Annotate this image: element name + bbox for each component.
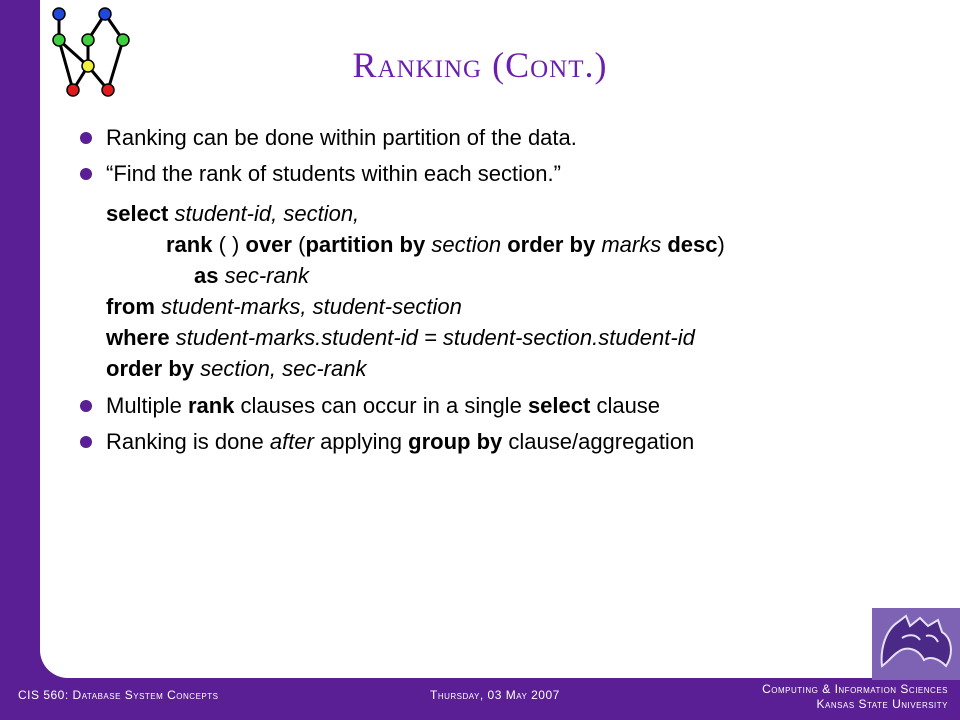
wildcat-logo-icon: [872, 608, 960, 680]
sql-keyword: from: [106, 294, 155, 319]
bullet-text: Ranking can be done within partition of the data.: [106, 125, 577, 150]
sql-line: [106, 353, 880, 384]
sql-keyword: as: [194, 263, 219, 288]
sql-keyword: over: [245, 232, 292, 257]
footer-course: CIS 560: Database System Concepts: [18, 688, 219, 702]
footer-date: Thursday, 03 May 2007: [430, 688, 560, 702]
slide-content: [80, 120, 880, 460]
bullet-text: clause: [596, 393, 661, 418]
sql-identifier: section: [431, 232, 502, 257]
bullet-item: [80, 424, 880, 460]
wildcat-logo-icon: [872, 608, 960, 680]
sql-identifier: student-marks, student-section: [161, 294, 462, 319]
bullet-item: [80, 388, 880, 424]
bullet-text: “Find the rank of students within each section.”: [106, 161, 561, 186]
bullet-item: [80, 156, 880, 192]
sql-line: [106, 229, 880, 260]
footer-university: Kansas State University: [816, 697, 948, 711]
bullet-text: applying: [320, 429, 403, 454]
sql-identifier: student-id, section,: [174, 201, 360, 226]
footer-dept: Computing & Information Sciences: [762, 682, 948, 696]
sql-keyword: desc: [667, 232, 718, 257]
sql-identifier: student-marks.student-id = student-section.student-id: [175, 325, 695, 350]
bullet-text: Ranking is done: [106, 429, 264, 454]
sql-text: ): [717, 232, 725, 257]
sql-identifier: marks: [601, 232, 662, 257]
sql-line: [106, 291, 880, 322]
slide-title: Ranking (Cont.): [352, 45, 608, 85]
bullet-dot-icon: [80, 436, 92, 448]
sql-line: [106, 260, 880, 291]
footer-affiliation: [762, 682, 948, 712]
footer: [0, 678, 960, 720]
bullet-dot-icon: [80, 400, 92, 412]
sql-line: [106, 322, 880, 353]
sql-keyword: order by: [106, 356, 195, 381]
sql-keyword: partition by: [305, 232, 426, 257]
bullet-keyword: rank: [187, 393, 235, 418]
bullet-dot-icon: [80, 168, 92, 180]
sql-identifier: sec-rank: [224, 263, 309, 288]
bullet-dot-icon: [80, 132, 92, 144]
sql-keyword: where: [106, 325, 170, 350]
sql-identifier: section, sec-rank: [200, 356, 367, 381]
sql-line: [106, 198, 880, 229]
sql-text: ( ): [218, 232, 240, 257]
bullet-keyword: group by: [408, 429, 503, 454]
sql-keyword: order by: [507, 232, 596, 257]
bullet-keyword: select: [527, 393, 591, 418]
bullet-text: Multiple: [106, 393, 182, 418]
bullet-item: [80, 120, 880, 156]
sql-text: (: [298, 232, 306, 257]
sql-code-block: [106, 198, 880, 384]
bullet-text: clauses can occur in a single: [240, 393, 522, 418]
bullet-emphasis: after: [269, 429, 314, 454]
sql-keyword: rank: [166, 232, 213, 257]
sql-keyword: select: [106, 201, 169, 226]
bullet-text: clause/aggregation: [508, 429, 695, 454]
